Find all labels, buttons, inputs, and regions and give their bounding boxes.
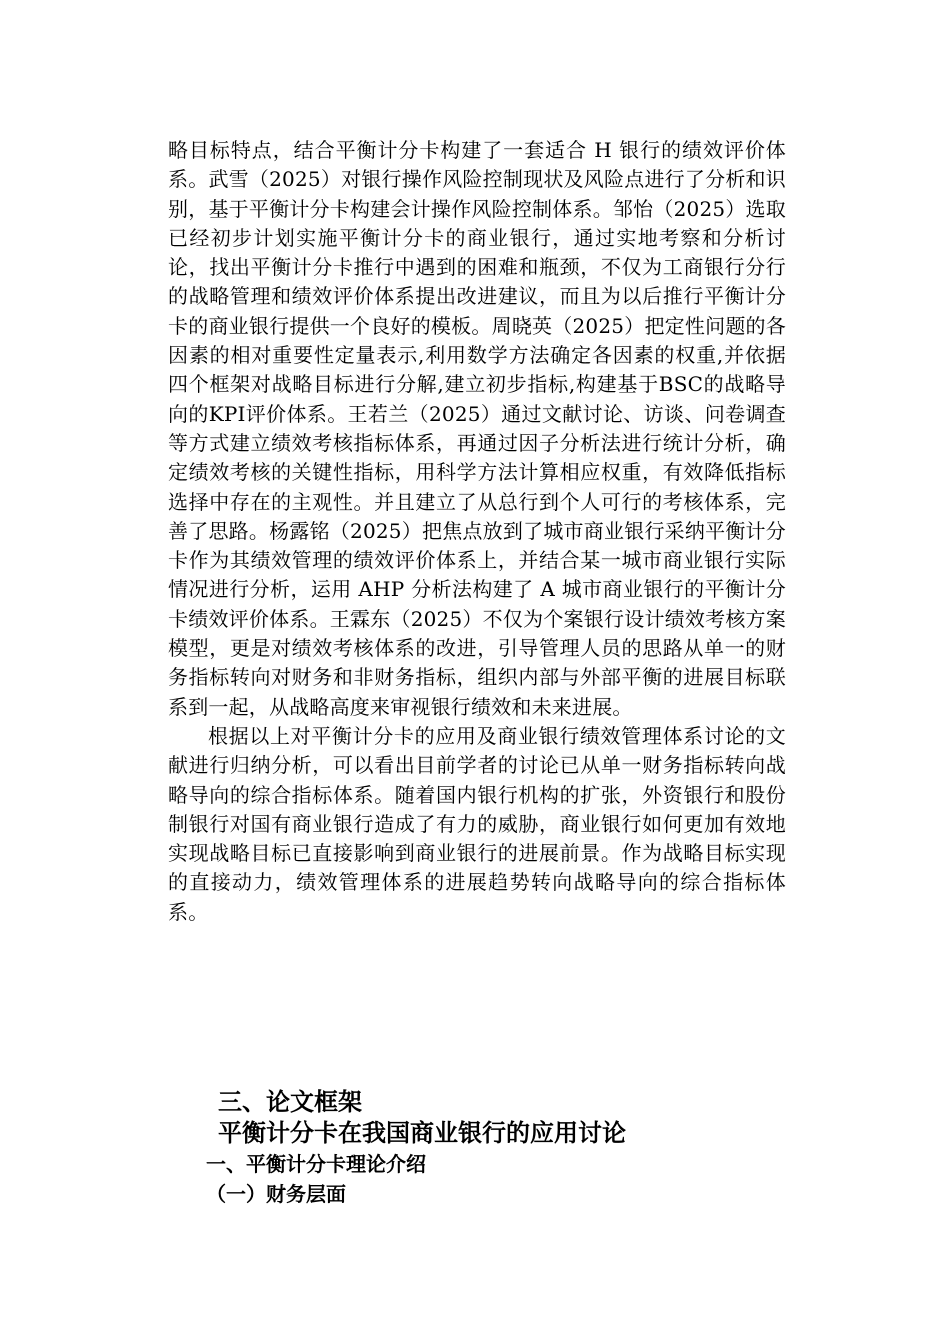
thesis-title: 平衡计分卡在我国商业银行的应用讨论 — [218, 1118, 626, 1147]
body-text — [168, 136, 786, 927]
subsection-heading: （一）财务层面 — [206, 1182, 346, 1206]
section-title: 三、论文框架 — [218, 1087, 362, 1116]
paragraph-summary: 根据以上对平衡计分卡的应用及商业银行绩效管理体系讨论的文献进行归纳分析，可以看出目前学者的讨论已从单一财务指标转向战略导向的综合指标体系。随着国内银行机构的扩张，外资银行和股份制银行对国有商业银行造成了有力的威胁，商业银行如何更加有效地实现战略目标已直接影响到商业银行的进展前景。作为战略目标实现的直接动力，绩效管理体系的进展趋势转向战略导向的综合指标体系。 — [168, 723, 786, 924]
chapter-heading: 一、平衡计分卡理论介绍 — [206, 1152, 426, 1176]
paragraph-literature-review: 略目标特点，结合平衡计分卡构建了一套适合 H 银行的绩效评价体系。武雪（2025）对银行操作风险控制现状及风险点进行了分析和识别，基于平衡计分卡构建会计操作风险控制体系。邹怡（2025）选取已经初步计划实施平衡计分卡的商业银行，通过实地考察和分析讨论，找出平衡计分卡推行中遇到的困难和瓶颈，不仅为工商银行分行的战略管理和绩效评价体系提出改进建议，而且为以后推行平衡计分卡的商业银行提供一个良好的模板。周晓英（2025）把定性问题的各因素的相对重要性定量表示,利用数学方法确定各因素的权重,并依据四个框架对战略目标进行分解,建立初步指标,构建基于BSC的战略导向的KPI评价体系。王若兰（2025）通过文献讨论、访谈、问卷调查等方式建立绩效考核指标体系，再通过因子分析法进行统计分析，确定绩效考核的关键性指标，用科学方法计算相应权重，有效降低指标选择中存在的主观性。并且建立了从总行到个人可行的考核体系，完善了思路。杨露铭（2025）把焦点放到了城市商业银行采纳平衡计分卡作为其绩效管理的绩效评价体系上，并结合某一城市商业银行实际情况进行分析，运用 AHP 分析法构建了 A 城市商业银行的平衡计分卡绩效评价体系。王霖东（2025）不仅为个案银行设计绩效考核方案模型，更是对绩效考核体系的改进，引导管理人员的思路从单一的财务指标转向对财务和非财务指标，组织内部与外部平衡的进展目标联系到一起，从战略高度来审视银行绩效和未来进展。 — [168, 138, 786, 719]
